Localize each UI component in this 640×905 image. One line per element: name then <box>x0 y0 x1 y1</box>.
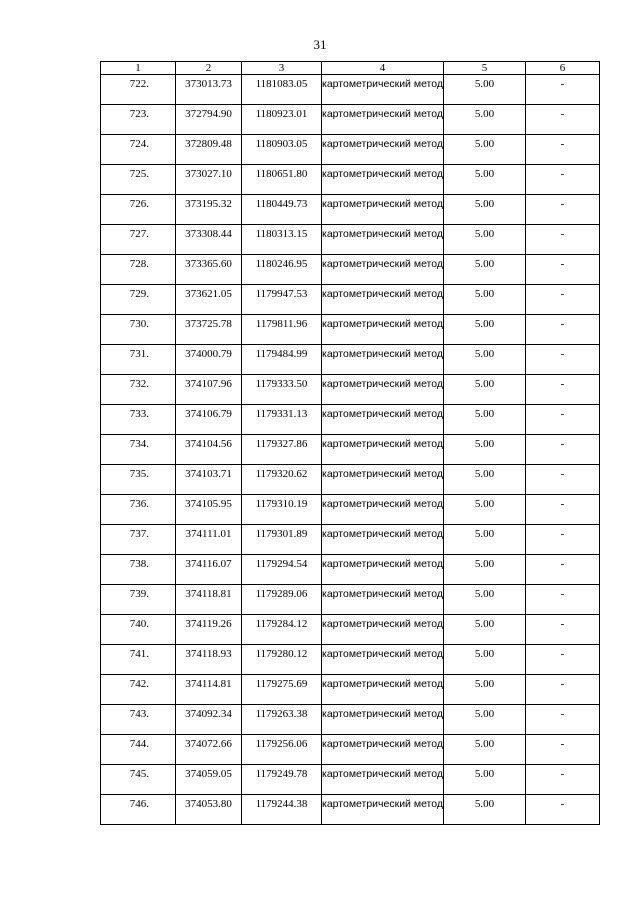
accuracy-cell: 5.00 <box>444 105 526 135</box>
point-number-cell: 725. <box>101 165 176 195</box>
x-coordinate-cell: 374103.71 <box>176 465 242 495</box>
accuracy-cell: 5.00 <box>444 255 526 285</box>
header-col-5: 5 <box>444 62 526 75</box>
accuracy-cell: 5.00 <box>444 765 526 795</box>
table-row <box>101 75 600 105</box>
method-cell: картометрический метод <box>322 645 444 675</box>
method-cell: картометрический метод <box>322 795 444 825</box>
table-row <box>101 345 600 375</box>
point-number-cell: 745. <box>101 765 176 795</box>
y-coordinate-cell: 1181083.05 <box>242 75 322 105</box>
table-row <box>101 675 600 705</box>
y-coordinate-cell: 1179947.53 <box>242 285 322 315</box>
table-row <box>101 615 600 645</box>
method-cell: картометрический метод <box>322 135 444 165</box>
table-row <box>101 315 600 345</box>
table-body <box>101 75 600 825</box>
table-row <box>101 225 600 255</box>
table-row <box>101 555 600 585</box>
y-coordinate-cell: 1180449.73 <box>242 195 322 225</box>
y-coordinate-cell: 1179310.19 <box>242 495 322 525</box>
method-cell: картометрический метод <box>322 495 444 525</box>
point-number-cell: 723. <box>101 105 176 135</box>
accuracy-cell: 5.00 <box>444 555 526 585</box>
note-cell: - <box>526 285 600 315</box>
accuracy-cell: 5.00 <box>444 195 526 225</box>
y-coordinate-cell: 1180903.05 <box>242 135 322 165</box>
accuracy-cell: 5.00 <box>444 615 526 645</box>
note-cell: - <box>526 525 600 555</box>
x-coordinate-cell: 374000.79 <box>176 345 242 375</box>
method-cell: картометрический метод <box>322 255 444 285</box>
header-col-1: 1 <box>101 62 176 75</box>
point-number-cell: 736. <box>101 495 176 525</box>
x-coordinate-cell: 373027.10 <box>176 165 242 195</box>
y-coordinate-cell: 1179484.99 <box>242 345 322 375</box>
y-coordinate-cell: 1179244.38 <box>242 795 322 825</box>
table-row <box>101 735 600 765</box>
x-coordinate-cell: 374116.07 <box>176 555 242 585</box>
note-cell: - <box>526 105 600 135</box>
method-cell: картометрический метод <box>322 285 444 315</box>
table-row <box>101 705 600 735</box>
accuracy-cell: 5.00 <box>444 165 526 195</box>
x-coordinate-cell: 374104.56 <box>176 435 242 465</box>
y-coordinate-cell: 1179280.12 <box>242 645 322 675</box>
x-coordinate-cell: 373621.05 <box>176 285 242 315</box>
accuracy-cell: 5.00 <box>444 405 526 435</box>
x-coordinate-cell: 374072.66 <box>176 735 242 765</box>
y-coordinate-cell: 1179301.89 <box>242 525 322 555</box>
note-cell: - <box>526 585 600 615</box>
point-number-cell: 722. <box>101 75 176 105</box>
note-cell: - <box>526 555 600 585</box>
y-coordinate-cell: 1179331.13 <box>242 405 322 435</box>
note-cell: - <box>526 795 600 825</box>
y-coordinate-cell: 1179289.06 <box>242 585 322 615</box>
accuracy-cell: 5.00 <box>444 75 526 105</box>
y-coordinate-cell: 1179811.96 <box>242 315 322 345</box>
accuracy-cell: 5.00 <box>444 495 526 525</box>
x-coordinate-cell: 374111.01 <box>176 525 242 555</box>
point-number-cell: 734. <box>101 435 176 465</box>
note-cell: - <box>526 375 600 405</box>
x-coordinate-cell: 372794.90 <box>176 105 242 135</box>
point-number-cell: 742. <box>101 675 176 705</box>
page-number: 31 <box>313 37 327 52</box>
method-cell: картометрический метод <box>322 675 444 705</box>
method-cell: картометрический метод <box>322 315 444 345</box>
x-coordinate-cell: 373013.73 <box>176 75 242 105</box>
y-coordinate-cell: 1179333.50 <box>242 375 322 405</box>
point-number-cell: 740. <box>101 615 176 645</box>
accuracy-cell: 5.00 <box>444 525 526 555</box>
note-cell: - <box>526 195 600 225</box>
note-cell: - <box>526 225 600 255</box>
note-cell: - <box>526 315 600 345</box>
point-number-cell: 724. <box>101 135 176 165</box>
x-coordinate-cell: 374105.95 <box>176 495 242 525</box>
note-cell: - <box>526 645 600 675</box>
note-cell: - <box>526 255 600 285</box>
note-cell: - <box>526 405 600 435</box>
method-cell: картометрический метод <box>322 75 444 105</box>
header-col-4: 4 <box>322 62 444 75</box>
accuracy-cell: 5.00 <box>444 585 526 615</box>
method-cell: картометрический метод <box>322 465 444 495</box>
table-row <box>101 435 600 465</box>
note-cell: - <box>526 615 600 645</box>
table-row <box>101 105 600 135</box>
table-row <box>101 165 600 195</box>
method-cell: картометрический метод <box>322 615 444 645</box>
table-row <box>101 375 600 405</box>
y-coordinate-cell: 1179256.06 <box>242 735 322 765</box>
point-number-cell: 729. <box>101 285 176 315</box>
table-row <box>101 585 600 615</box>
x-coordinate-cell: 374107.96 <box>176 375 242 405</box>
accuracy-cell: 5.00 <box>444 345 526 375</box>
y-coordinate-cell: 1179320.62 <box>242 465 322 495</box>
x-coordinate-cell: 374114.81 <box>176 675 242 705</box>
header-col-2: 2 <box>176 62 242 75</box>
accuracy-cell: 5.00 <box>444 135 526 165</box>
point-number-cell: 746. <box>101 795 176 825</box>
method-cell: картометрический метод <box>322 405 444 435</box>
table-row <box>101 645 600 675</box>
point-number-cell: 735. <box>101 465 176 495</box>
method-cell: картометрический метод <box>322 165 444 195</box>
y-coordinate-cell: 1179284.12 <box>242 615 322 645</box>
x-coordinate-cell: 374119.26 <box>176 615 242 645</box>
y-coordinate-cell: 1180923.01 <box>242 105 322 135</box>
point-number-cell: 744. <box>101 735 176 765</box>
x-coordinate-cell: 374059.05 <box>176 765 242 795</box>
method-cell: картометрический метод <box>322 375 444 405</box>
method-cell: картометрический метод <box>322 735 444 765</box>
method-cell: картометрический метод <box>322 765 444 795</box>
y-coordinate-cell: 1179294.54 <box>242 555 322 585</box>
header-col-6: 6 <box>526 62 600 75</box>
note-cell: - <box>526 435 600 465</box>
point-number-cell: 731. <box>101 345 176 375</box>
table-row <box>101 195 600 225</box>
point-number-cell: 732. <box>101 375 176 405</box>
note-cell: - <box>526 675 600 705</box>
table-row <box>101 285 600 315</box>
note-cell: - <box>526 765 600 795</box>
accuracy-cell: 5.00 <box>444 435 526 465</box>
point-number-cell: 738. <box>101 555 176 585</box>
note-cell: - <box>526 75 600 105</box>
accuracy-cell: 5.00 <box>444 465 526 495</box>
point-number-cell: 727. <box>101 225 176 255</box>
point-number-cell: 737. <box>101 525 176 555</box>
accuracy-cell: 5.00 <box>444 225 526 255</box>
note-cell: - <box>526 465 600 495</box>
accuracy-cell: 5.00 <box>444 675 526 705</box>
x-coordinate-cell: 374092.34 <box>176 705 242 735</box>
y-coordinate-cell: 1179263.38 <box>242 705 322 735</box>
accuracy-cell: 5.00 <box>444 795 526 825</box>
point-number-cell: 739. <box>101 585 176 615</box>
note-cell: - <box>526 345 600 375</box>
y-coordinate-cell: 1180313.15 <box>242 225 322 255</box>
table-header <box>101 62 600 75</box>
x-coordinate-cell: 374053.80 <box>176 795 242 825</box>
table-row <box>101 495 600 525</box>
point-number-cell: 726. <box>101 195 176 225</box>
x-coordinate-cell: 372809.48 <box>176 135 242 165</box>
accuracy-cell: 5.00 <box>444 735 526 765</box>
header-col-3: 3 <box>242 62 322 75</box>
table-row <box>101 525 600 555</box>
method-cell: картометрический метод <box>322 435 444 465</box>
point-number-cell: 728. <box>101 255 176 285</box>
method-cell: картометрический метод <box>322 585 444 615</box>
y-coordinate-cell: 1179327.86 <box>242 435 322 465</box>
note-cell: - <box>526 135 600 165</box>
table-row <box>101 255 600 285</box>
x-coordinate-cell: 373195.32 <box>176 195 242 225</box>
method-cell: картометрический метод <box>322 105 444 135</box>
table-row <box>101 405 600 435</box>
point-number-cell: 733. <box>101 405 176 435</box>
method-cell: картометрический метод <box>322 195 444 225</box>
method-cell: картометрический метод <box>322 555 444 585</box>
x-coordinate-cell: 374106.79 <box>176 405 242 435</box>
table-row <box>101 765 600 795</box>
x-coordinate-cell: 374118.81 <box>176 585 242 615</box>
table-row <box>101 135 600 165</box>
note-cell: - <box>526 165 600 195</box>
y-coordinate-cell: 1179249.78 <box>242 765 322 795</box>
method-cell: картометрический метод <box>322 345 444 375</box>
note-cell: - <box>526 705 600 735</box>
method-cell: картометрический метод <box>322 525 444 555</box>
accuracy-cell: 5.00 <box>444 375 526 405</box>
point-number-cell: 743. <box>101 705 176 735</box>
point-number-cell: 741. <box>101 645 176 675</box>
table-row <box>101 465 600 495</box>
y-coordinate-cell: 1179275.69 <box>242 675 322 705</box>
y-coordinate-cell: 1180651.80 <box>242 165 322 195</box>
method-cell: картометрический метод <box>322 225 444 255</box>
accuracy-cell: 5.00 <box>444 705 526 735</box>
table-row <box>101 795 600 825</box>
x-coordinate-cell: 373308.44 <box>176 225 242 255</box>
method-cell: картометрический метод <box>322 705 444 735</box>
note-cell: - <box>526 495 600 525</box>
note-cell: - <box>526 735 600 765</box>
accuracy-cell: 5.00 <box>444 645 526 675</box>
x-coordinate-cell: 373365.60 <box>176 255 242 285</box>
x-coordinate-cell: 373725.78 <box>176 315 242 345</box>
accuracy-cell: 5.00 <box>444 315 526 345</box>
accuracy-cell: 5.00 <box>444 285 526 315</box>
coordinates-table <box>100 61 600 825</box>
point-number-cell: 730. <box>101 315 176 345</box>
y-coordinate-cell: 1180246.95 <box>242 255 322 285</box>
x-coordinate-cell: 374118.93 <box>176 645 242 675</box>
